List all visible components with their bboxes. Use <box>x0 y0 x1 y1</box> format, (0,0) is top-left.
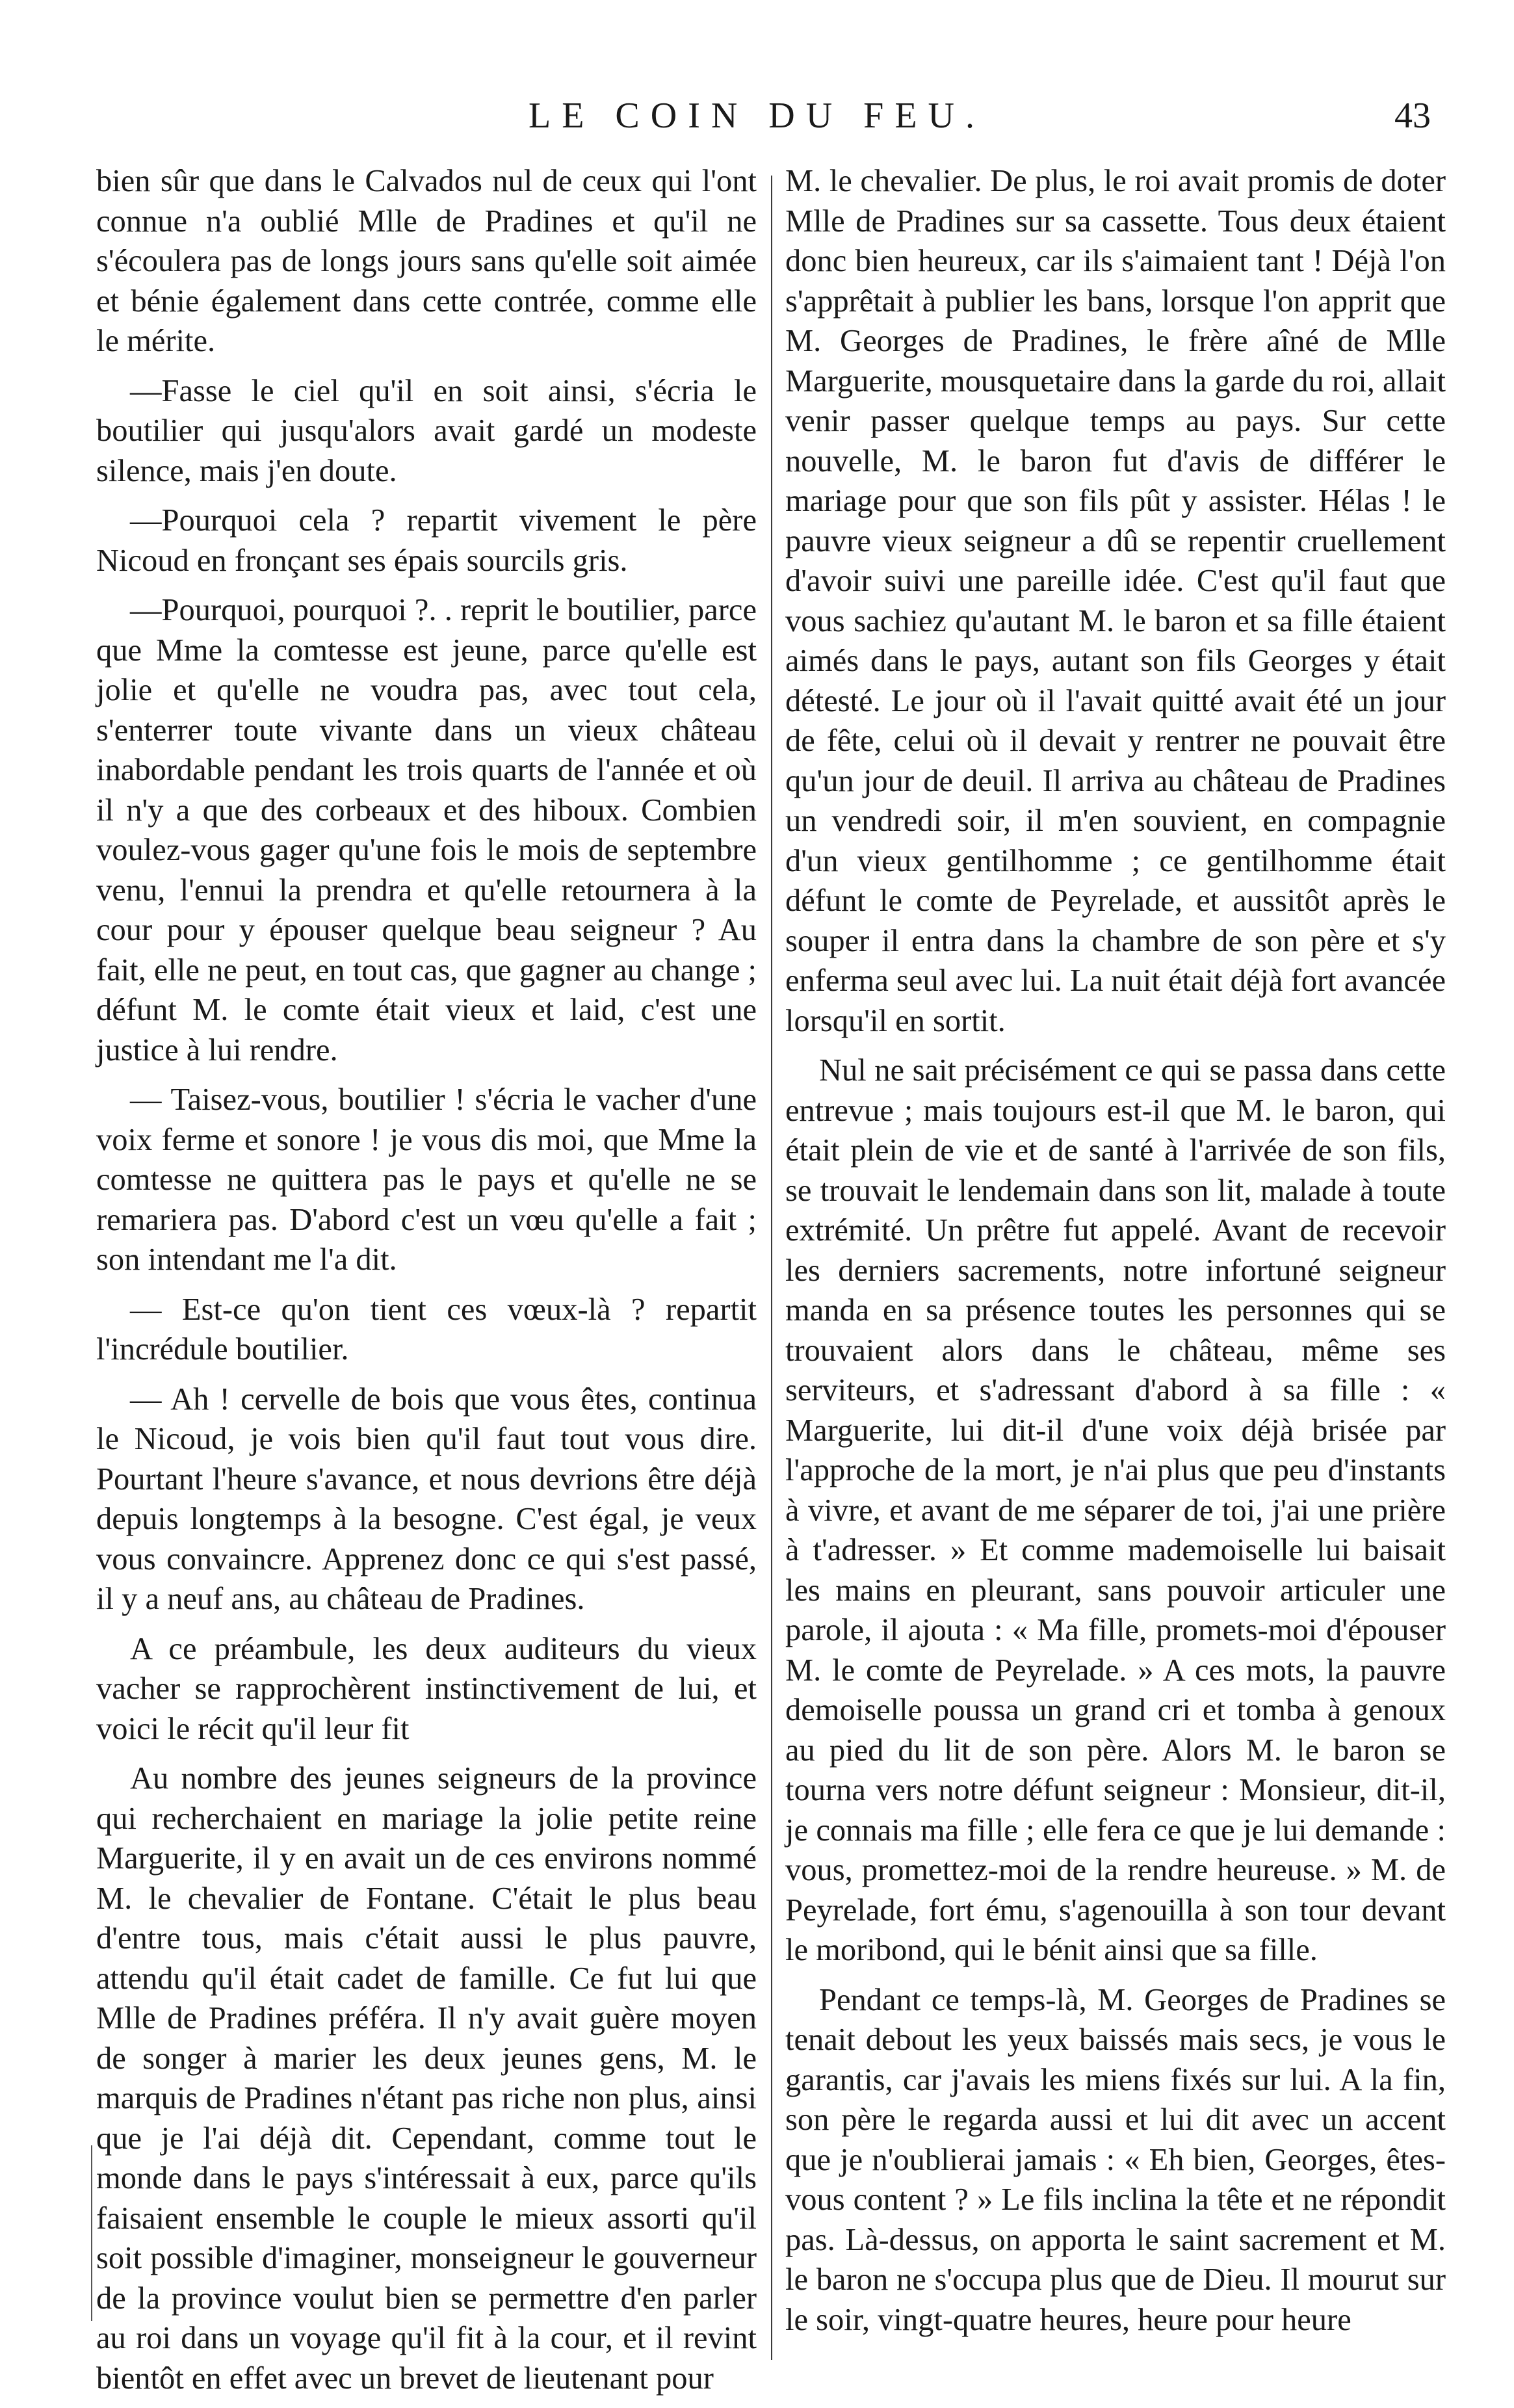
paragraph: —Pourquoi, pourquoi ?. . reprit le boutilier, parce que Mme la comtesse est jeune, parce qu'elle est jolie et qu'elle ne voudra pas, avec tout cela, s'enterrer toute vivante dans un vieux château inabordable pendant les trois quarts de l'année et où il n'y a que des corbeaux et des hiboux. Combien voulez-vous gager qu'une fois le mois de septembre venu, l'ennui la prendra et qu'elle retournera à la cour pour y épouser quelque beau seigneur ? Au fait, elle ne peut, en tout cas, que gagner au change ; défunt M. le comte était vieux et laid, c'est une justice à lui rendre. <box>96 593 757 1067</box>
paragraph: Nul ne sait précisément ce qui se passa dans cette entrevue ; mais toujours est-il que M. le baron, qui était plein de vie et de santé à l'arrivée de son fils, se trouvait le lendemain dans son lit, malade à toute extrémité. Un prêtre fut appelé. Avant de recevoir les derniers sacrements, notre infortuné seigneur manda en sa présence toutes les personnes qui se trouvaient alors dans le château, même ses serviteurs, et s'adressant d'abord à sa fille : « Marguerite, lui dit-il d'une voix déjà brisée par l'approche de la mort, je n'ai plus que peu d'instants à vivre, et avant de me séparer de toi, j'ai une prière à t'adresser. » Et comme mademoiselle lui baisait les mains en pleurant, sans pouvoir articuler une parole, il ajouta : « Ma fille, promets-moi d'épouser M. le comte de Peyrelade. » A ces mots, la pauvre demoiselle poussa un grand cri et tomba à genoux au pied du lit de son père. Alors M. le baron se tourna vers notre défunt seigneur : Monsieur, dit-il, je connais ma fille ; elle fera ce que je lui demande : vous, promettez-moi de la rendre heureuse. » M. de Peyrelade, fort ému, s'agenouilla à son tour devant le moribond, qui le bénit ainsi que sa fille. <box>785 1053 1446 1967</box>
paragraph: — Est-ce qu'on tient ces vœux-là ? repartit l'incrédule boutilier. <box>96 1292 757 1367</box>
right-column <box>785 161 1446 2349</box>
paragraph: —Fasse le ciel qu'il en soit ainsi, s'écria le boutilier qui jusqu'alors avait gardé un modeste silence, mais j'en doute. <box>96 373 757 488</box>
paragraph: Pendant ce temps-là, M. Georges de Pradines se tenait debout les yeux baissés mais secs, je vous le garantis, car j'avais les miens fixés sur lui. A la fin, son père le regarda aussi et lui dit avec un accent que je n'oublierai jamais : « Eh bien, Georges, êtes-vous content ? » Le fils inclina la tête et ne répondit pas. Là-dessus, on apporta le saint sacrement et M. le baron ne s'occupa plus que de Dieu. Il mourut sur le soir, vingt-quatre heures, heure pour heure <box>785 1982 1446 2337</box>
paragraph: — Ah ! cervelle de bois que vous êtes, continua le Nicoud, je vois bien qu'il faut tout vous dire. Pourtant l'heure s'avance, et nous devrions être déjà depuis longtemps à la besogne. C'est égal, je veux vous convaincre. Apprenez donc ce qui s'est passé, il y a neuf ans, au château de Pradines. <box>96 1381 757 1616</box>
page-number: 43 <box>1394 96 1431 136</box>
paragraph: —Pourquoi cela ? repartit vivement le père Nicoud en fronçant ses épais sourcils gris. <box>96 503 757 578</box>
paragraph: bien sûr que dans le Calvados nul de ceux qui l'ont connue n'a oublié Mlle de Pradines et qu'il ne s'écoulera pas de longs jours sans qu'elle soit aimée et bénie également dans cette contrée, comme elle le mérite. <box>96 164 757 358</box>
left-column <box>96 161 757 2408</box>
paragraph: Au nombre des jeunes seigneurs de la province qui recherchaient en mariage la jolie petite reine Marguerite, il y en avait un de ces environs nommé M. le chevalier de Fontane. C'était le plus beau d'entre tous, mais c'était aussi le plus pauvre, attendu qu'il était cadet de famille. Ce fut lui que Mlle de Pradines préféra. Il n'y avait guère moyen de songer à marier les deux jeunes gens, M. le marquis de Pradines n'étant pas riche non plus, ainsi que je l'ai déjà dit. Cependant, comme tout le monde dans le pays s'intéressait à eux, parce qu'ils faisaient ensemble le couple le mieux assorti qu'il soit possible d'imaginer, monseigneur le gouverneur de la province voulut bien se permettre d'en parler au roi dans un voyage qu'il fit à la cour, et il revint bientôt en effet avec un brevet de lieutenant pour <box>96 1761 757 2396</box>
paragraph: A ce préambule, les deux auditeurs du vieux vacher se rapprochèrent instinctivement de lui, et voici le récit qu'il leur fit <box>96 1631 757 1746</box>
running-title: LE COIN DU FEU. <box>529 96 985 136</box>
paragraph: M. le chevalier. De plus, le roi avait promis de doter Mlle de Pradines sur sa cassette. Tous deux étaient donc bien heureux, car ils s'aimaient tant ! Déjà l'on s'apprêtait à publier les bans, lorsque l'on apprit que M. Georges de Pradines, le frère aîné de Mlle Marguerite, mousquetaire dans la garde du roi, allait venir passer quelque temps au pays. Sur cette nouvelle, M. le baron fut d'avis de différer le mariage pour que son fils pût y assister. Hélas ! le pauvre vieux seigneur a dû se repentir cruellement d'avoir suivi une pareille idée. C'est qu'il faut que vous sachiez qu'autant M. le baron et sa fille étaient aimés dans le pays, autant son fils Georges y était détesté. Le jour où il l'avait quitté avait été un jour de fête, celui où il devait y rentrer ne pouvait être qu'un jour de deuil. Il arriva au château de Pradines un vendredi soir, il m'en souvient, en compagnie d'un vieux gentilhomme ; ce gentilhomme était défunt le comte de Peyrelade, et aussitôt après le souper il entra dans la chambre de son père et s'y enferma seul avec lui. La nuit était déjà fort avancée lorsqu'il en sortit. <box>785 164 1446 1038</box>
column-divider <box>771 176 772 2360</box>
paragraph: — Taisez-vous, boutilier ! s'écria le vacher d'une voix ferme et sonore ! je vous dis moi, que Mme la comtesse ne quittera pas le pays et qu'elle ne se remariera pas. D'abord c'est un vœu qu'elle a fait ; son intendant me l'a dit. <box>96 1082 757 1277</box>
running-head <box>0 90 1514 142</box>
margin-rule <box>91 2145 92 2321</box>
